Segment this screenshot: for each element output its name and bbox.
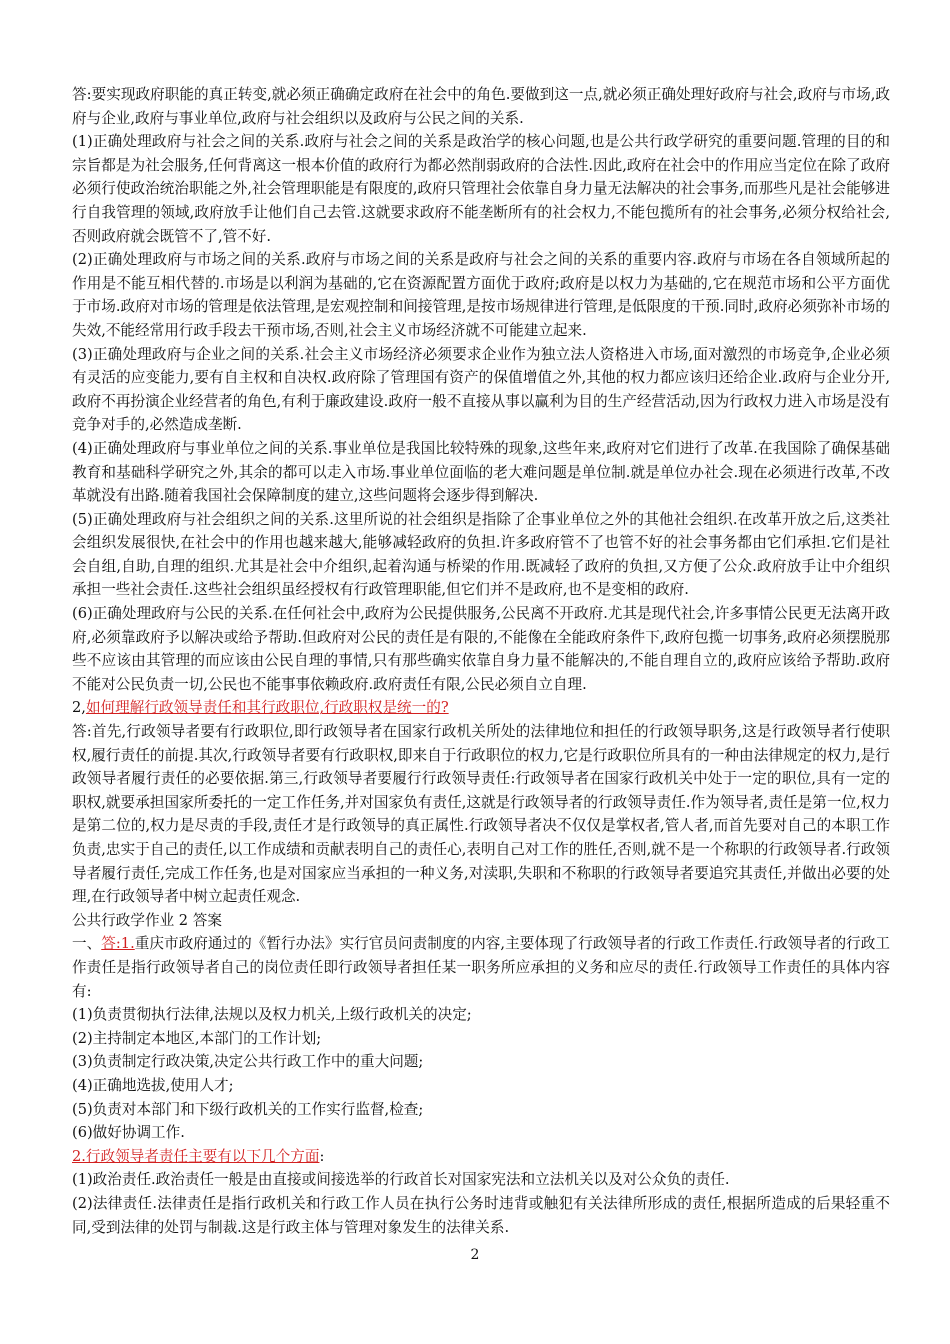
question-2-number: 2, [72, 699, 86, 717]
answer-point-2: (2)正确处理政府与市场之间的关系.政府与市场之间的关系是政府与社会之间的关系的重要内容.政府与市场在各自领域所起的作用是不能互相代替的.市场是以利润为基础的,它在资源配置方面优于政府;政府是以权力为基础的,它在规范市场和公平方面优于市场.政府对市场的管理是依法管理,是宏观控制和间接管理,是按市场规律进行管理,是低限度的干预.同时,政府必须弥补市场的失效,不能经常用行政手段去干预市场,否则,社会主义市场经济就不可能建立起来. [72, 251, 890, 339]
question-2-link[interactable]: 如何理解行政领导责任和其行政职位,行政职权是统一的? [85, 699, 449, 717]
subheading-2-suffix: : [319, 1147, 325, 1165]
subheading-2-link[interactable]: 2.行政领导者责任主要有以下几个方面 [72, 1147, 320, 1165]
document-body [72, 83, 890, 1239]
list-item: (2)主持制定本地区,本部门的工作计划; [72, 1029, 322, 1047]
answer-1-link[interactable]: 答:1. [101, 935, 135, 953]
section-heading: 公共行政学作业 2 答案 [72, 911, 222, 929]
list-item: (4)正确地选拔,使用人才; [72, 1076, 234, 1094]
answer-point-4: (4)正确处理政府与事业单位之间的关系.事业单位是我国比较特殊的现象,这些年来,政府对它们进行了改革.在我国除了确保基础教育和基础科学研究之外,其余的都可以走入市场.事业单位面临的老大难问题是单位制.就是单位办社会.现在必须进行改革,不改革就没有出路.随着我国社会保障制度的建立,这些问题将会逐步得到解决. [72, 439, 890, 505]
page-number: 2 [470, 1247, 480, 1263]
answer-point-5: (5)正确处理政府与社会组织之间的关系.这里所说的社会组织是指除了企事业单位之外的其他社会组织.在改革开放之后,这类社会组织发展很快,在社会中的作用也越来越大,能够减轻政府的负担.许多政府管不了也管不好的社会事务都由它们承担.它们是社会自组,自助,自理的组织.尤其是社会中介组织,起着沟通与桥梁的作用.既减轻了政府的负担,又方便了公众.政府放手让中介组织承担一些社会责任.这些社会组织虽经授权有行政管理职能,但它们并不是政府,也不是变相的政府. [72, 510, 890, 599]
list-item: (1)负责贯彻执行法律,法规以及权力机关,上级行政机关的决定; [72, 1006, 472, 1024]
answer-point-6: (6)正确处理政府与公民的关系.在任何社会中,政府为公民提供服务,公民离不开政府.尤其是现代社会,许多事情公民更无法离开政府,必须靠政府予以解决或给予帮助.但政府对公民的责任是有限的,不能像在全能政府条件下,政府包揽一切事务,政府必须摆脱那些不应该由其管理的而应该由公民自理的事情,只有那些确实依靠自身力量不能解决的,不能自理自立的,政府应该给予帮助.政府不能对公民负责一切,公民也不能事事依赖政府.政府责任有限,公民必须自立自理. [72, 605, 890, 693]
subheading-2 [72, 1145, 890, 1169]
question-2 [72, 696, 890, 720]
political-responsibility: (1)政治责任.政治责任一般是由直接或间接选举的行政首长对国家宪法和立法机关以及对公众负的责任. [72, 1171, 730, 1189]
section-1-prefix: 一、 [72, 935, 102, 953]
section-1-answer [72, 932, 890, 1003]
legal-responsibility: (2)法律责任.法律责任是指行政机关和行政工作人员在执行公务时违背或触犯有关法律所形成的责任,根据所造成的后果轻重不同,受到法律的处罚与制裁.这是行政主体与管理对象发生的法律关系. [72, 1194, 890, 1236]
list-item: (3)负责制定行政决策,决定公共行政工作中的重大问题; [72, 1053, 424, 1071]
question-2-answer: 答:首先,行政领导者要有行政职位,即行政领导者在国家行政机关所处的法律地位和担任的行政领导职务,这是行政领导者行使职权,履行责任的前提.其次,行政领导者要有行政职权,即来自于行政职位的权力,它是行政职位所具有的一种由法律规定的权力,是行政领导者履行责任的必要依据.第三,行政领导者要履行行政领导责任:行政领导者在国家行政机关中处于一定的职位,具有一定的职权,就要承担国家所委托的一定工作任务,并对国家负有责任,这就是行政领导者的行政领导责任.作为领导者,责任是第一位,权力是第二位的,权力是尽责的手段,责任才是行政领导的真正属性.行政领导者决不仅仅是掌权者,管人者,而首先要对自己的本职工作负责,忠实于自己的责任,以工作成绩和贡献表明自己的责任心,表明自己对工作的胜任,否则,就不是一个称职的行政领导者.行政领导者履行责任,完成工作任务,也是对国家应当承担的一种义务,对渎职,失职和不称职的行政领导者要追究其责任,并做出必要的处理,在行政领导者中树立起责任观念. [72, 723, 890, 906]
answer-intro: 答:要实现政府职能的真正转变,就必须正确确定政府在社会中的角色.要做到这一点,就必须正确处理好政府与社会,政府与市场,政府与企业,政府与事业单位,政府与社会组织以及政府与公民之间的关系. [72, 86, 890, 127]
section-1-text: 重庆市政府通过的《暂行办法》实行官员问责制度的内容,主要体现了行政领导者的行政工作责任.行政领导者的行政工作责任是指行政领导者自己的岗位责任即行政领导者担任某一职务所应承担的义务和应尽的责任.行政领导工作责任的具体内容有: [72, 935, 890, 1000]
list-item: (6)做好协调工作. [72, 1124, 185, 1142]
answer-point-1: (1)正确处理政府与社会之间的关系.政府与社会之间的关系是政治学的核心问题,也是公共行政学研究的重要问题.管理的目的和宗旨都是为社会服务,任何背离这一根本价值的政府行为都必然削弱政府的合法性.因此,政府在社会中的作用应当定位在除了政府必须行使政治统治职能之外,社会管理职能是有限度的,政府只管理社会依靠自身力量无法解决的社会事务,而那些凡是社会能够进行自我管理的领域,政府放手让他们自己去管.这就要求政府不能垄断所有的社会权力,不能包揽所有的社会事务,必须分权给社会,否则政府就会既管不了,管不好. [72, 133, 890, 245]
answer-point-3: (3)正确处理政府与企业之间的关系.社会主义市场经济必须要求企业作为独立法人资格进入市场,面对激烈的市场竞争,企业必须有灵活的应变能力,要有自主权和自决权.政府除了管理国有资产的保值增值之外,其他的权力都应该归还给企业.政府与企业分开,政府不再扮演企业经营者的角色,有利于廉政建设.政府一般不直接从事以赢利为目的生产经营活动,因为行政权力进入市场是没有竞争对手的,必然造成垄断. [72, 345, 890, 434]
list-item: (5)负责对本部门和下级行政机关的工作实行监督,检查; [72, 1100, 424, 1118]
